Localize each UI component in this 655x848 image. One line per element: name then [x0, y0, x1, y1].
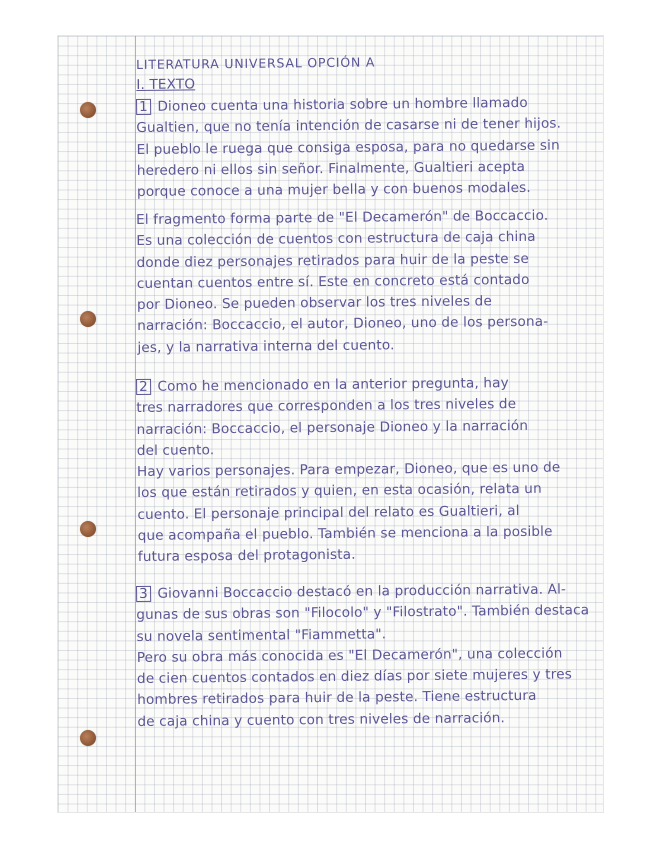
answer-line: gunas de sus obras son "Filocolo" y "Filostrato". También destaca [136, 602, 590, 624]
answer-line: futura esposa del protagonista. [137, 547, 356, 566]
binder-hole-2 [80, 311, 96, 327]
answer-line: hombres retirados para huir de la peste. Tiene estructura [137, 688, 537, 709]
answer-line: 1 Dioneo cuenta una historia sobre un hombre llamado [136, 92, 598, 118]
answer-line: su novela sentimental "Fiammetta". [136, 625, 387, 645]
answer-line: del cuento. [136, 442, 215, 459]
answer-1 [136, 92, 599, 203]
answer-number: 2 [136, 379, 151, 395]
answer-line: cuento. El personaje principal del relato es Gualtieri, al [137, 502, 520, 523]
answer-line: narración: Boccaccio, el personaje Dioneo y la narración [136, 417, 529, 438]
answer-line: heredero ni ellos sin señor. Finalmente, Gualtieri acepta [136, 158, 526, 179]
answer-3 [136, 579, 600, 733]
binder-hole-3 [80, 521, 96, 537]
answer-number: 3 [136, 586, 151, 602]
answer-line: Gualtien, que no tenía intención de casarse ni de tener hijos. [136, 115, 562, 137]
page-header: LITERATURA UNIVERSAL OPCIÓN A [136, 54, 376, 72]
answer-line: porque conoce a una mujer bella y con buenos modales. [136, 180, 531, 201]
answer-line: narración: Boccaccio, el autor, Dioneo, uno de los persona- [137, 314, 549, 335]
binder-hole-4 [80, 730, 96, 746]
answer-line: por Dioneo. Se pueden observar los tres niveles de [136, 293, 493, 314]
answer-line: El fragmento forma parte de "El Decamerón" de Boccaccio. [136, 207, 549, 228]
answer-line: 2 Como he mencionado en la anterior pregunta, hay [136, 372, 598, 398]
answer-line: jes, y la narrativa interna del cuento. [137, 337, 395, 356]
section-title: I. TEXTO [136, 76, 196, 94]
answer-line: donde diez personajes retirados para huir de la peste se [136, 250, 530, 271]
answer-line: cuentan cuentos entre sí. Este en concreto está contado [136, 271, 530, 292]
answer-line: El pueblo le ruega que consiga esposa, para no quedarse sin [136, 137, 560, 158]
answer-line: Hay varios personajes. Para empezar, Dioneo, que es uno de [136, 459, 561, 481]
answer-line: 3 Giovanni Boccaccio destacó en la producción narrativa. Al- [136, 579, 598, 605]
answer-line: de caja china y cuento con tres niveles de narración. [137, 709, 506, 730]
answer-line: Es una colección de cuentos con estructura de caja china [136, 229, 536, 250]
header-block [136, 49, 598, 96]
answer-1-para-2 [136, 205, 600, 359]
binder-hole-1 [80, 102, 96, 118]
answer-line: que acompaña el pueblo. También se menciona a la posible [137, 523, 553, 545]
answer-line: de cien cuentos contados en diez días por siete mujeres y tres [136, 666, 573, 688]
answer-2 [136, 372, 600, 568]
answer-number: 1 [136, 99, 151, 115]
answer-line: tres narradores que corresponden a los tres niveles de [136, 396, 517, 417]
answer-line: los que están retirados y quien, en esta ocasión, relata un [137, 481, 542, 502]
answer-line: Pero su obra más conocida es "El Decamerón", una colección [136, 645, 563, 666]
